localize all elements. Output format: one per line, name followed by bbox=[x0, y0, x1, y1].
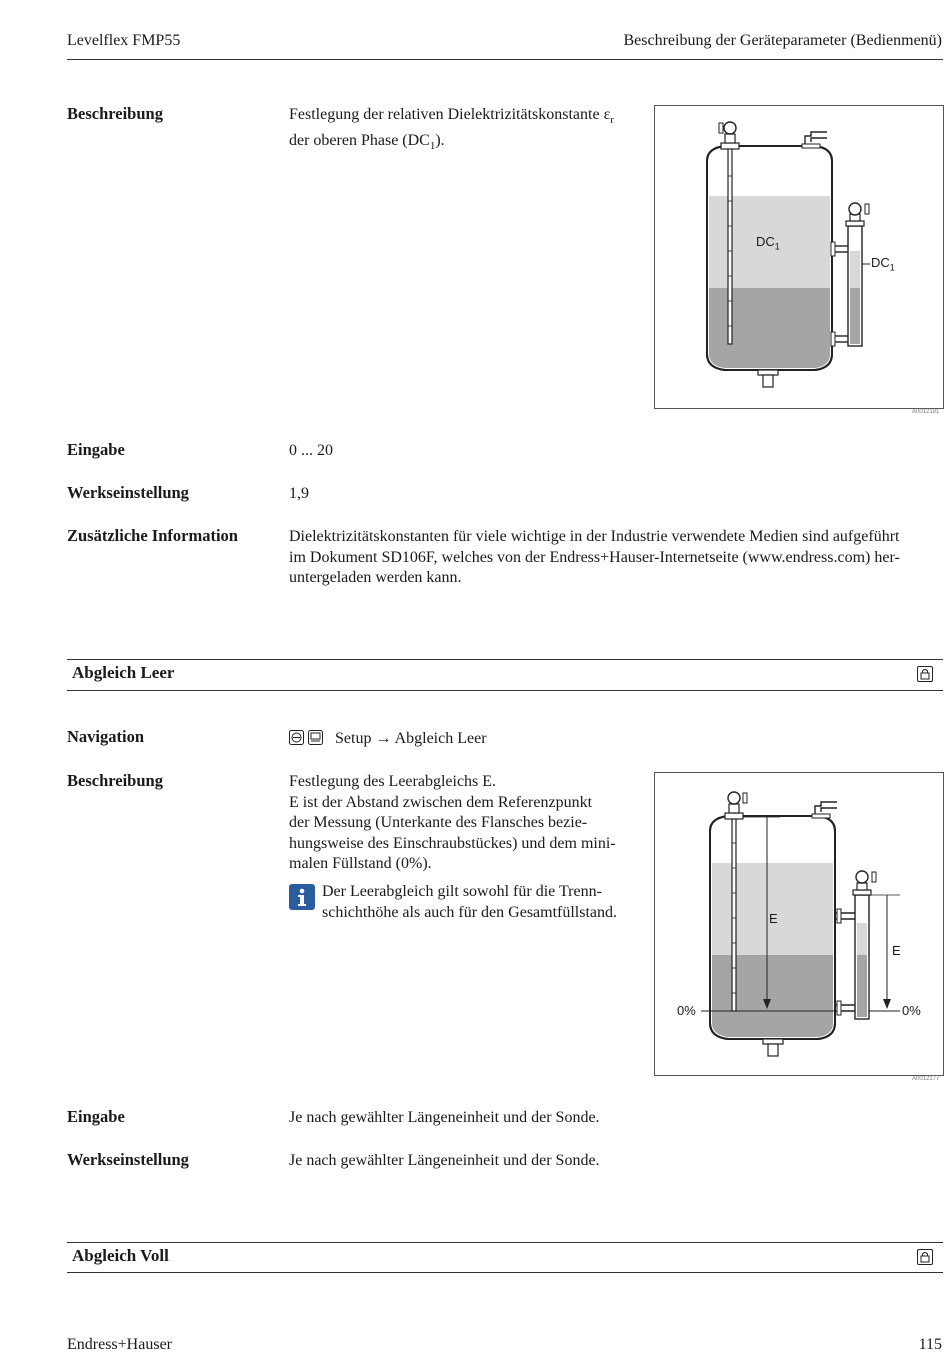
write-protect-icon bbox=[917, 1249, 933, 1265]
section-rule-bottom bbox=[67, 690, 943, 691]
page-number: 115 bbox=[918, 1336, 942, 1353]
beschreibung-label-2: Beschreibung bbox=[67, 771, 163, 790]
expert-menu-icon bbox=[289, 730, 304, 745]
info-icon bbox=[289, 884, 315, 910]
section-title-abgleich-voll: Abgleich Voll bbox=[72, 1246, 169, 1265]
e-label-bypass: E bbox=[892, 943, 901, 958]
navigation-path-text: Setup → Abgleich Leer bbox=[335, 730, 487, 747]
eingabe-value: 0 ... 20 bbox=[289, 442, 333, 459]
dc1-side-label: $DC_1$ bbox=[871, 255, 895, 273]
dc-figure bbox=[654, 105, 944, 409]
header-product: Levelflex FMP55 bbox=[67, 32, 181, 49]
figure-code-2: A0012177 bbox=[912, 1076, 940, 1082]
eingabe-label-2: Eingabe bbox=[67, 1107, 125, 1126]
eingabe-value-2: Je nach gewählter Längeneinheit und der Sonde. bbox=[289, 1109, 600, 1126]
zusatz-info-text: Dielektrizitätskonstanten für viele wichtige in der Industrie verwendete Medien sind aufgeführt im Dokument SD106F, welches von der Endress+Hauser-Internetseite (www.endress.com) her- untergeladen werden kann. bbox=[289, 528, 900, 586]
werkseinstellung-label: Werkseinstellung bbox=[67, 483, 189, 502]
display-menu-icon bbox=[308, 730, 323, 745]
zero-percent-label-bypass: 0% bbox=[902, 1003, 921, 1018]
beschreibung-text: Festlegung der relativen Dielektrizitätskonstante $\varepsilon_r$ der oberen Phase $(DC_1)$. bbox=[289, 106, 614, 152]
navigation-label: Navigation bbox=[67, 727, 145, 746]
navigation-path bbox=[289, 729, 487, 750]
empty-calibration-figure bbox=[654, 772, 944, 1076]
werkseinstellung-value-2: Je nach gewählter Längeneinheit und der Sonde. bbox=[289, 1152, 600, 1169]
eingabe-label: Eingabe bbox=[67, 440, 125, 459]
beschreibung-label: Beschreibung bbox=[67, 104, 163, 123]
header-chapter: Beschreibung der Geräteparameter (Bedienmenü) bbox=[623, 32, 942, 49]
e-label-tank: E bbox=[769, 911, 778, 926]
write-protect-icon bbox=[917, 666, 933, 682]
section-rule-bottom-3 bbox=[67, 1272, 943, 1273]
tank-dc-illustration bbox=[655, 106, 943, 408]
werkseinstellung-label-2: Werkseinstellung bbox=[67, 1150, 189, 1169]
werkseinstellung-value: 1,9 bbox=[289, 485, 309, 502]
tank-empty-calibration-illustration bbox=[655, 773, 943, 1075]
beschreibung-text-2: Festlegung des Leerabgleichs E. E ist der Abstand zwischen dem Referenzpunkt der Messung (Unterkante des Flansches bezie- hungsweise des Einschraubstückes) und dem mini- malen Füllstand (0%). bbox=[289, 773, 616, 872]
section-rule-top-3 bbox=[67, 1242, 943, 1243]
section-title-abgleich-leer: Abgleich Leer bbox=[72, 663, 175, 682]
section-rule-top bbox=[67, 659, 943, 660]
header-rule bbox=[67, 59, 943, 60]
figure-code-1: A0012181 bbox=[912, 409, 940, 415]
info-note-text: Der Leerabgleich gilt sowohl für die Trenn- schichthöhe als auch für den Gesamtfüllstand. bbox=[322, 883, 618, 921]
zero-percent-label-tank: 0% bbox=[677, 1003, 696, 1018]
footer-brand: Endress+Hauser bbox=[67, 1336, 172, 1353]
dc1-inner-label: $DC_1$ bbox=[756, 234, 780, 252]
zusatz-info-label: Zusätzliche Information bbox=[67, 526, 238, 545]
